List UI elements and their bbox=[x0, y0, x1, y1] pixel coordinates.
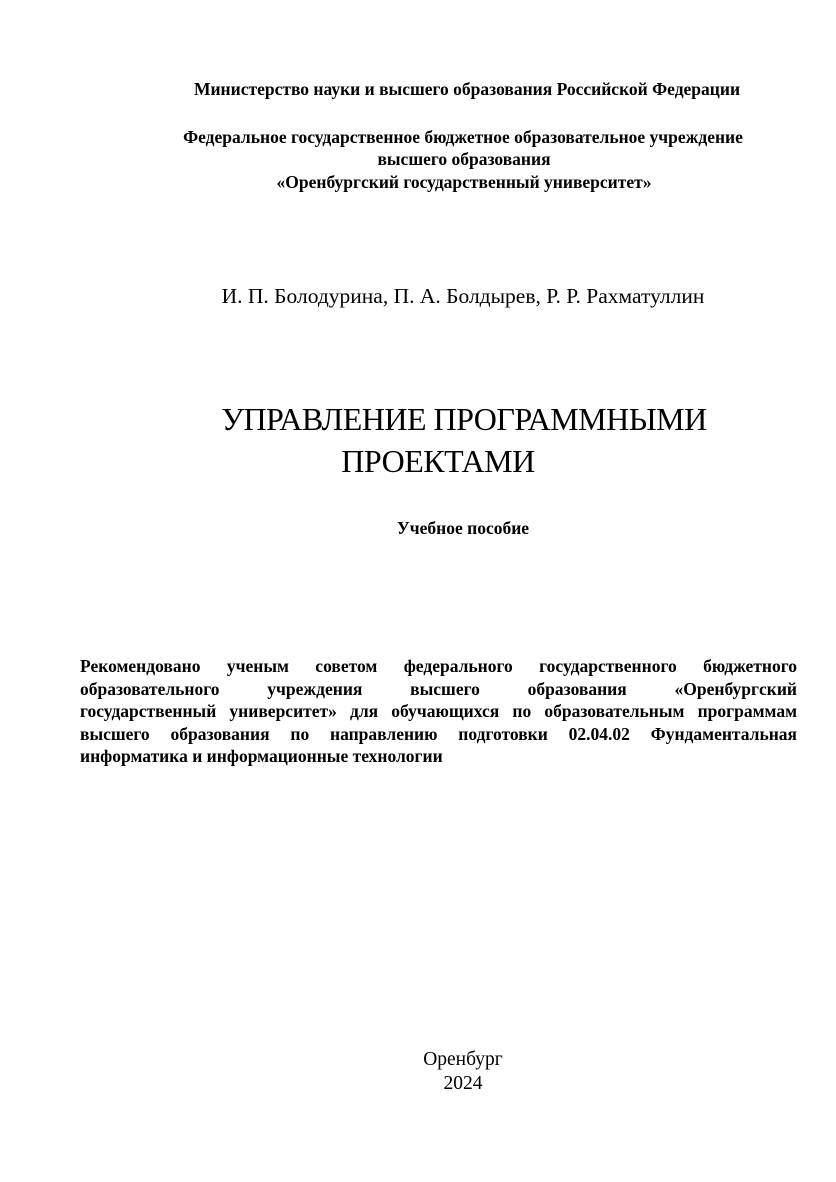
recommendation-line: Рекомендовано ученым советом федерального государственного бюджетного bbox=[80, 656, 797, 676]
recommendation-line: информатика и информационные технологии bbox=[80, 746, 443, 766]
institution-line-1: Федеральное государственное бюджетное образовательное учреждение bbox=[183, 127, 743, 147]
publication-city: Оренбург bbox=[423, 1049, 503, 1070]
ministry-name: Министерство науки и высшего образования Российской Федерации bbox=[193, 79, 741, 99]
institution-line-2: высшего образования bbox=[377, 149, 551, 169]
book-title-line-1: УПРАВЛЕНИЕ ПРОГРАММНЫМИ bbox=[221, 401, 707, 437]
authors: И. П. Болодурина, П. А. Болдырев, Р. Р. Рахматуллин bbox=[221, 284, 705, 308]
recommendation-line: государственный университет» для обучающихся по образовательным программам bbox=[80, 701, 797, 721]
book-subtitle: Учебное пособие bbox=[396, 518, 530, 538]
institution-line-3: «Оренбургский государственный университет» bbox=[276, 172, 652, 192]
recommendation-line: образовательного учреждения высшего образования «Оренбургский bbox=[80, 678, 797, 699]
recommendation-line: высшего образования по направлению подготовки 02.04.02 Фундаментальная bbox=[80, 723, 797, 744]
recommendation-paragraph bbox=[80, 655, 797, 768]
publication-year: 2024 bbox=[443, 1073, 483, 1094]
book-title-line-2: ПРОЕКТАМИ bbox=[341, 443, 535, 479]
